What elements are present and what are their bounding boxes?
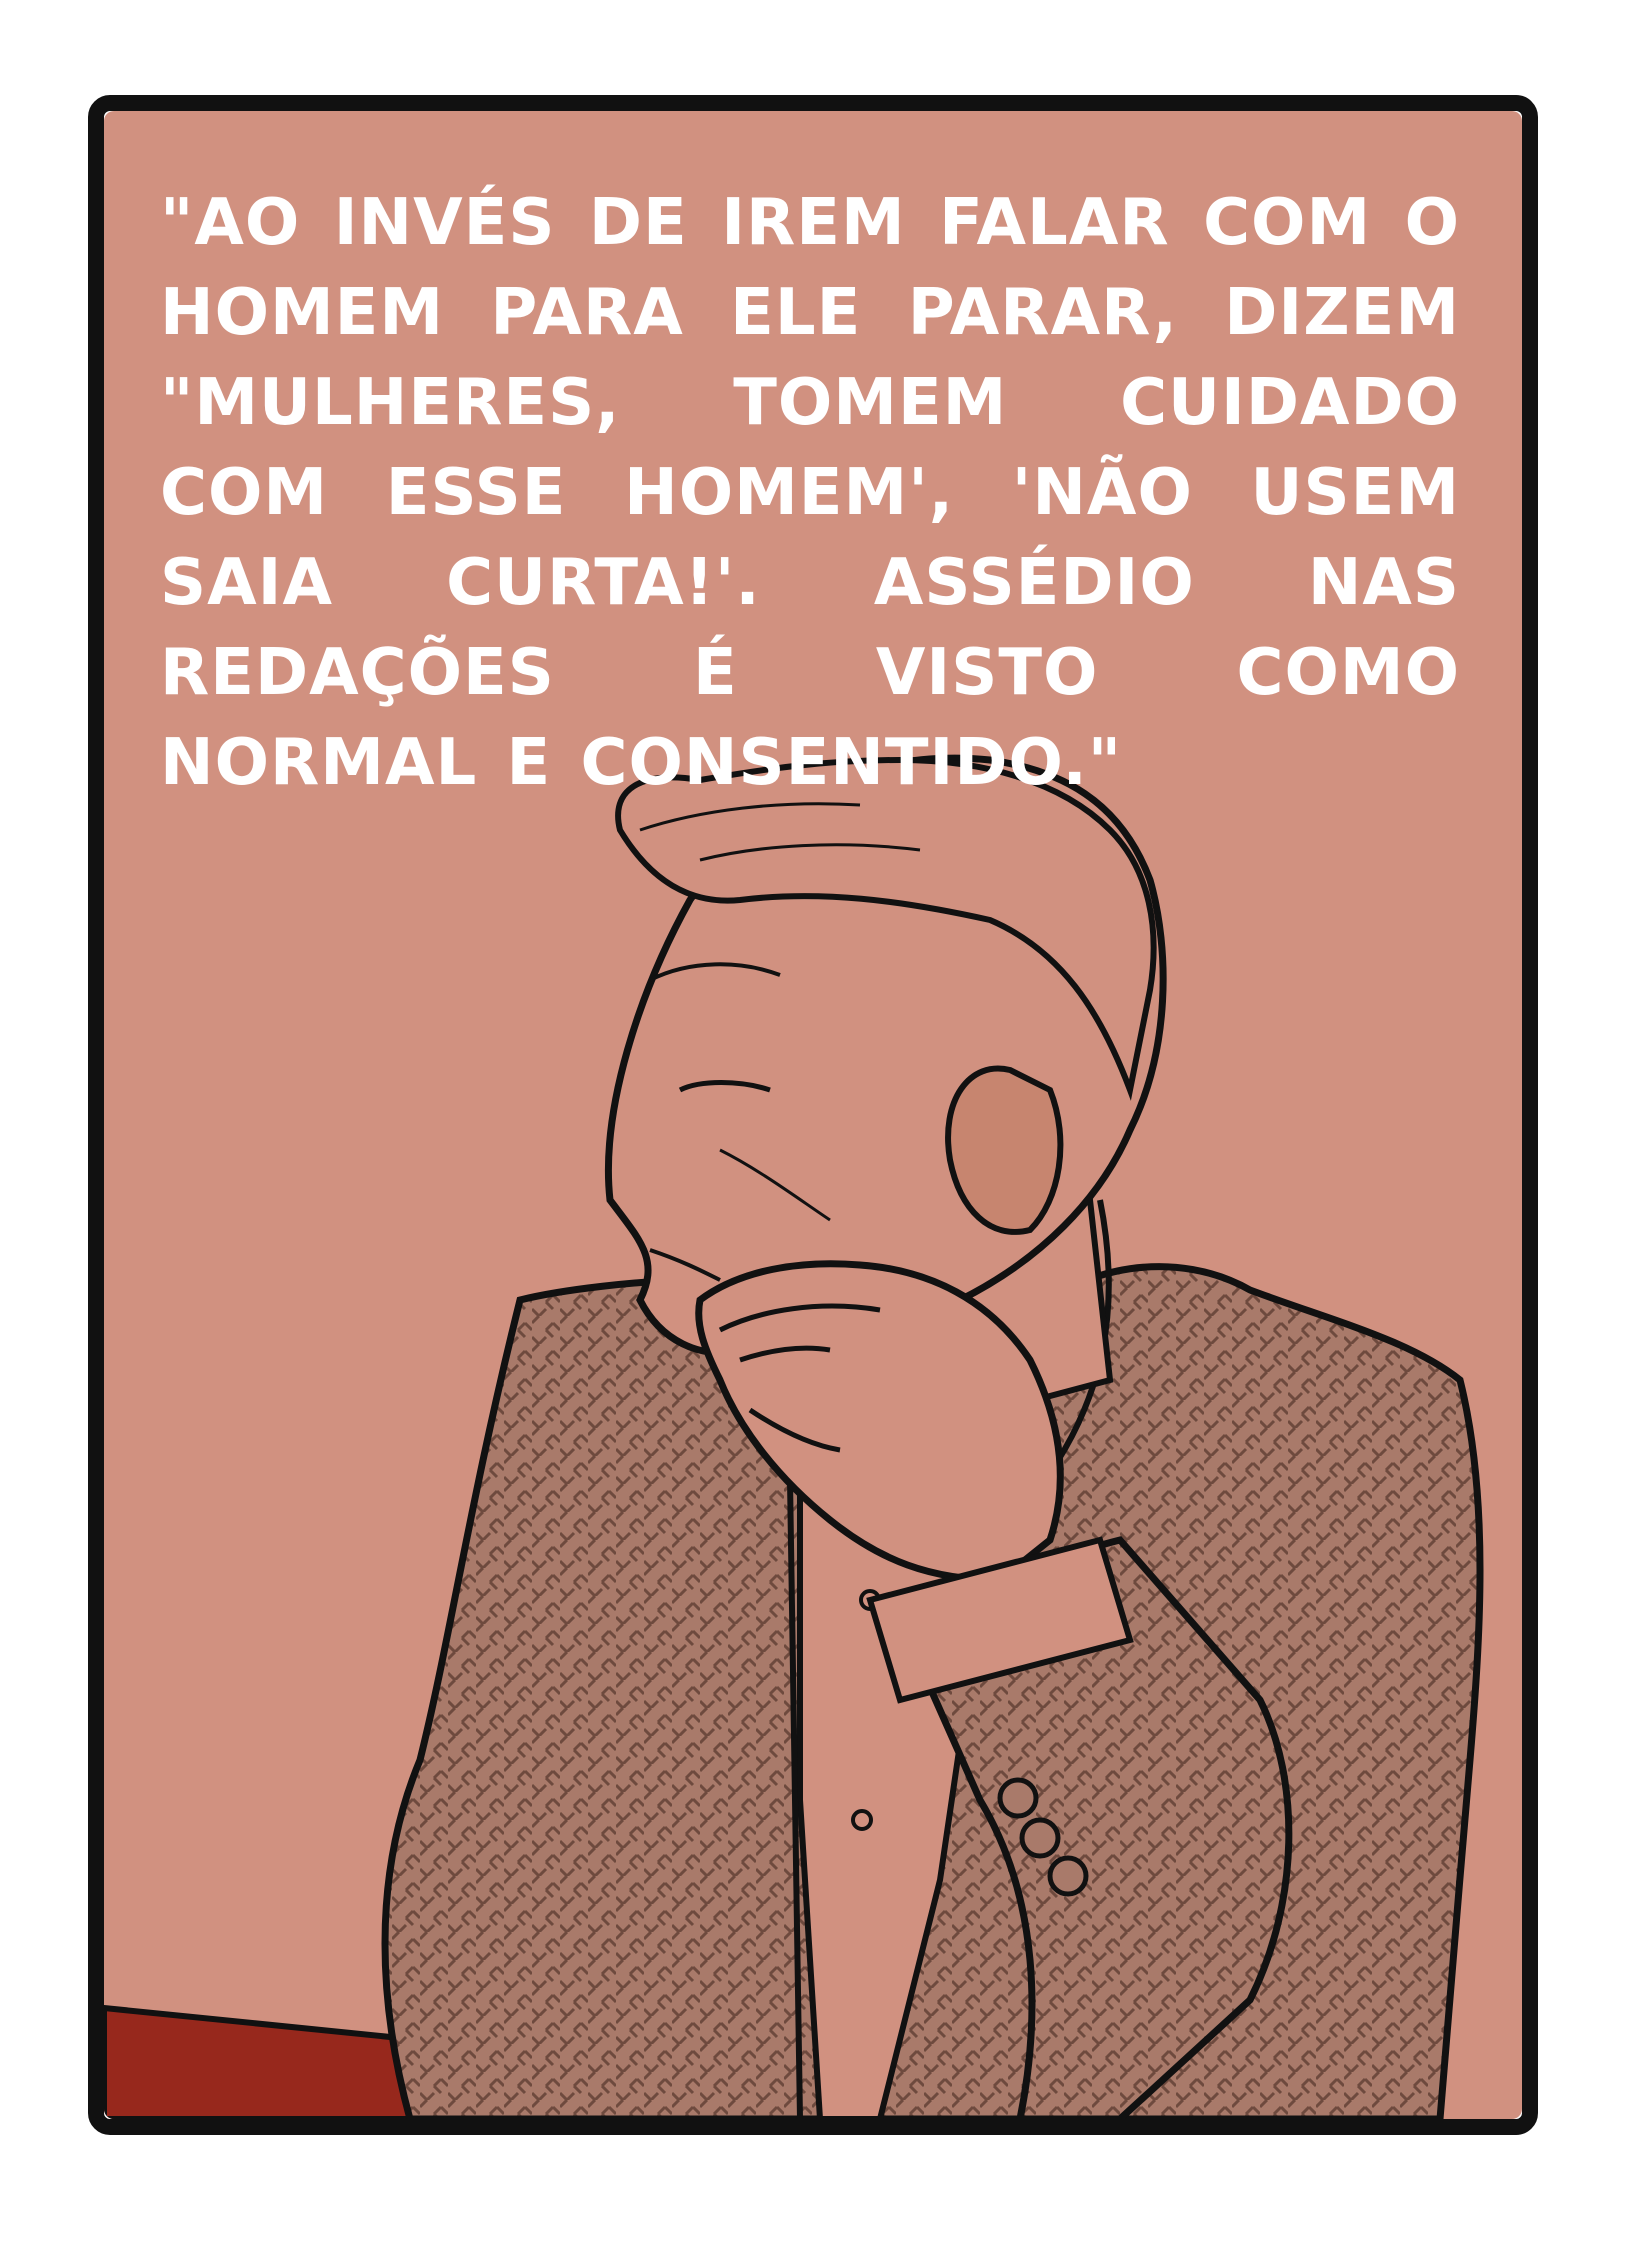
panel-caption: "AO INVÉS DE IREM FALAR COM O HOMEM PARA ELE PARAR, DIZEM "MULHERES, TOMEM CUIDADO COM ESSE HOMEM', 'NÃO USEM SAIA CURTA!'. ASSÉDIO NAS REDAÇÕES É VISTO COMO NORMAL E CONSENTIDO."	[160, 186, 1460, 800]
